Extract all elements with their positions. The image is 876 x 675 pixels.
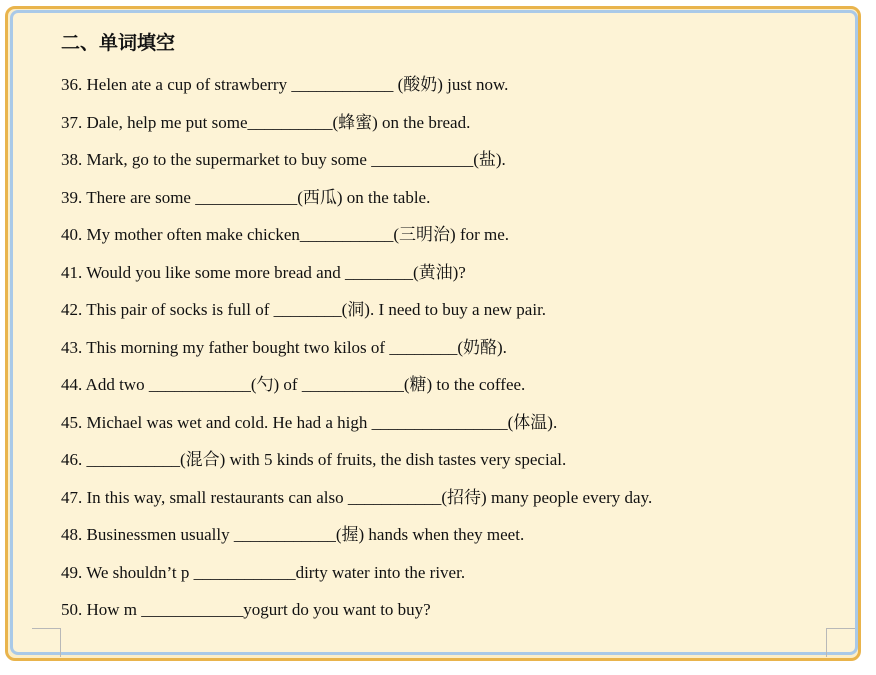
section-title: 二、单词填空 [61,32,176,54]
question-50: 50. How m ____________yogurt do you want to buy? [61,600,431,619]
question-list [61,73,652,636]
question-47: 47. In this way, small restaurants can also ___________(招待) many people every day. [61,487,653,507]
question-48: 48. Businessmen usually ____________(握) hands when they meet. [61,525,525,544]
question-40: 40. My mother often make chicken___________(三明治) for me. [61,225,510,244]
question-38: 38. Mark, go to the supermarket to buy some ____________(盐). [61,150,506,169]
question-49: 49. We shouldn’t p ____________dirty water into the river. [61,562,466,582]
question-46: 46. ___________(混合) with 5 kinds of fruits, the dish tastes very special. [61,450,567,469]
corner-mark-right [826,628,855,657]
question-42: 42. This pair of socks is full of ________(洞). I need to buy a new pair. [61,300,547,319]
corner-mark-left [32,628,61,657]
question-44: 44. Add two ____________(勺) of ____________(糖) to the coffee. [61,375,526,394]
question-36: 36. Helen ate a cup of strawberry ____________ (酸奶) just now. [61,75,509,94]
question-39: 39. There are some ____________(西瓜) on the table. [61,187,431,207]
question-41: 41. Would you like some more bread and ________(黄油)? [61,262,466,282]
question-43: 43. This morning my father bought two kilos of ________(奶酪). [61,337,507,357]
question-45: 45. Michael was wet and cold. He had a high ________________(体温). [61,412,558,432]
question-37: 37. Dale, help me put some__________(蜂蜜) on the bread. [61,112,471,132]
